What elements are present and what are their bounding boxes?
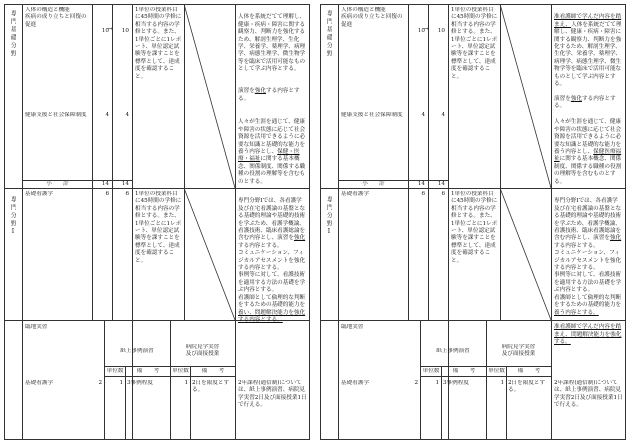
study-method: 1単位の授業科目に45時間の学修に相当する内容の学修とする。また、1単位ごとに1レポート、単位認定試験等を課すことを標準として、達成度を確認すること。 [451,191,498,264]
hours-value: 6 [441,191,445,197]
column-header: 紙上事例演習 [120,348,154,354]
notes-value: 2日を限度とする。 [508,380,546,394]
arrow-right-icon: → [107,25,113,33]
curriculum-table [4,4,310,440]
hours-value: 10 [121,28,129,34]
units-value: 1 [184,380,188,386]
notes-value: 3事例程度 [443,380,469,386]
units-value: 2 [414,380,418,386]
column-header: 病院見学実習 及び面接授業 [185,344,220,358]
units-value: 1 [119,380,123,386]
category-label: 専門基礎分野 [325,10,333,58]
curriculum-table [320,4,626,440]
category-label: 専門分野Ⅰ [325,196,333,237]
study-method: 1単位の授業科目に45時間の学修に相当する内容の学修とする。また、1単位ごとに1レポート、単位認定試験等を課すことを標準として、達成度を確認すること。 [135,191,182,264]
study-content: 人々が生涯を通じて、健康や障害の状態に応じて社会資源を活用できるように必要な知識と基礎的な能力を養う内容とし、保健医療福祉に関する基本概念、関係制度、関係する職種の役割の理解等を含むものとする。 [554,119,622,185]
units-value: 2 [98,380,102,386]
column-header: 単位数 [106,368,124,374]
subject-name: 人体の構造と機能 疾病の成り立ちと回復の促進 [341,7,403,28]
units-value: 14 [417,181,425,187]
column-header: 単位数 [422,368,440,374]
hours-value: 4 [441,112,445,118]
hours-value: 10 [437,28,445,34]
category-label: 専門基礎分野 [9,10,17,58]
remarks: 2年課程(通信制)については、紙上事例演習、病院見学実習2日及び面接授業1日で行える。 [554,380,623,409]
units-value: 14 [101,181,109,187]
left-page [4,4,310,440]
subject-name: 臨地実習 [25,324,48,330]
subject-name: 基礎看護学 [341,380,369,386]
hours-value: 14 [121,181,129,187]
column-header: 備 考 [452,368,476,374]
hours-value: 14 [437,181,445,187]
category-label: 専門分野Ⅰ [9,196,17,237]
subject-name: 基礎看護学 [25,380,53,386]
units-value: 1 [435,380,439,386]
units-value: 4 [105,112,109,118]
units-value: 10 [101,28,109,34]
column-header: 単位数 [488,368,505,374]
subject-name: 健康支援と社会保障制度 [25,112,87,118]
units-value: 6 [105,191,109,197]
study-content: 専門分野Ⅰでは、各看護学及び在宅看護論の基盤となる基礎的理論や基礎的技術を学ぶため、看護学概論、看護技術、臨床看護総論を含む内容とし、演習を強化する内容とする。 コミュニケーション、フィジカルアセスメントを強化する内容とする。 事例等に対して、看護技術を適用する方法の基礎を学ぶ内容とする。 看護師として倫理的な判断をするための基礎的能力を養い、問題解決能力を強化する内容とする。 [238,198,306,323]
subject-name: 臨地実習 [341,324,364,330]
column-header: 病院見学実習 及び面接授業 [501,344,536,358]
study-content: 准看護師で学んだ内容を踏まえ、人体を系統だてて理解し、健康・疾病・障害に関する観察力、判断力を強化するため、解剖生理学、生化学、栄養学、薬理学、病理学、病態生理学、微生物学等を臨床で活用可能なものとして学ぶ内容とする。 演習を強化する内容とする。 [554,14,622,110]
study-method: 1単位の授業科目に45時間の学修に相当する内容の学修とする。また、1単位ごとに1レポート、単位認定試験等を課すことを標準として、達成度を確認すること。 [135,7,182,80]
notes-value: 2日を限度とする。 [192,380,230,394]
subject-name: 基礎看護学 [25,191,53,197]
study-method: 1単位の授業科目に45時間の学修に相当する内容の学修とする。また、1単位ごとに1レポート、単位認定試験等を課すことを標準として、達成度を確認すること。 [451,7,498,80]
column-header: 備 考 [136,368,160,374]
column-header: 備 考 [517,368,541,374]
units-value: 10 [417,28,425,34]
units-value: 6 [421,191,425,197]
arrow-right-icon: → [423,25,429,33]
column-header: 紙上事例演習 [436,348,470,354]
column-header: 単位数 [172,368,189,374]
subject-name: 基礎看護学 [341,191,369,197]
right-page [320,4,626,440]
column-header: 備 考 [201,368,225,374]
subtotal-label: 小 計 [46,181,69,187]
study-content: 人々が生涯を通じて、健康や障害の状態に応じて社会資源を活用できるように必要な知識と基礎的な能力を養う内容とし、保健・医療・福祉に関する基本概念、関係制度、関係する職種の役割の理解等を含むものとする。 [238,119,306,185]
study-content: 専門分野Ⅰでは、各看護学及び在宅看護論の基盤となる基礎的理論や基礎的技術を学ぶため、看護学概論、看護技術、臨床看護総論を含む内容とし、演習を強化する内容とする。 コミュニケーション、フィジカルアセスメントを強化する内容とする。 事例等に対して、看護技術を適用する方法の基礎を学ぶ内容とする。 看護師として倫理的な判断をするための基礎的能力を養う内容とする。 准看護師で学んだ内容を踏まえ、問題解決能力を強化する。 [554,198,622,346]
subject-name: 人体の構造と機能 疾病の成り立ちと回復の促進 [25,7,87,28]
hours-value: 4 [125,112,129,118]
subtotal-label: 小 計 [362,181,385,187]
study-content: 人体を系統だてて理解し、健康・疾病・障害に関する観察力、判断力を強化するため、解剖生理学、生化学、栄養学、薬理学、病理学、病態生理学、微生物学等を臨床で活用可能なものとして学ぶ内容とする。 演習を強化する内容とする。 [238,14,306,102]
hours-value: 6 [125,191,129,197]
units-value: 4 [421,112,425,118]
notes-value: 3事例程度 [127,380,153,386]
remarks: 2年課程(通信制)については、紙上事例演習、病院見学実習2日及び面接授業1日で行える。 [238,380,307,409]
units-value: 1 [500,380,504,386]
subject-name: 健康支援と社会保障制度 [341,112,403,118]
